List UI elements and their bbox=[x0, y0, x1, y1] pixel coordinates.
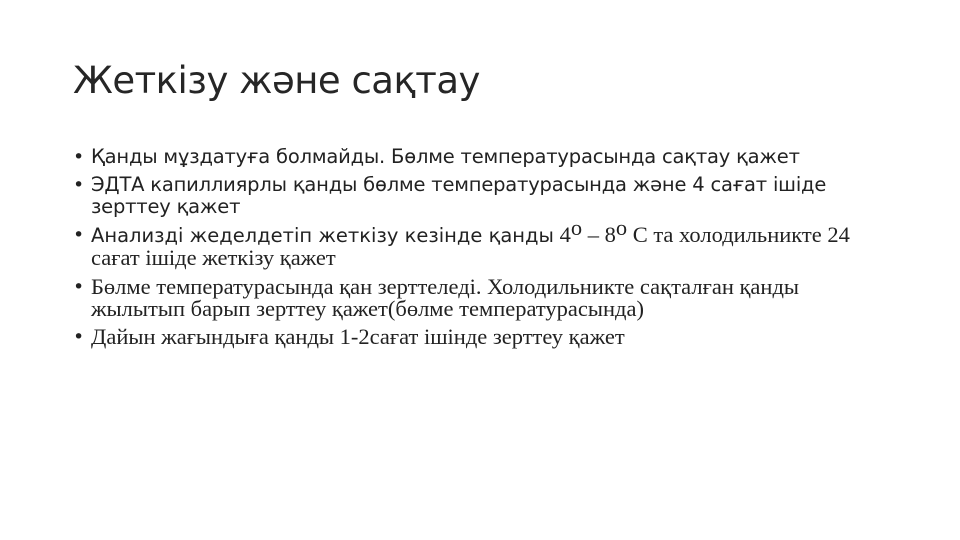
bullet-item-1 bbox=[73, 146, 893, 168]
bullet-marker: • bbox=[73, 146, 85, 168]
degree-mark-high: о bbox=[615, 215, 628, 240]
bullet-text-3-sans: Анализді жеделдетіп жеткізу кезінде қанды bbox=[91, 224, 554, 247]
bullet-text-2: ЭДТА капиллиярлы қанды бөлме температурасында және 4 сағат ішіде зерттеу қажет bbox=[91, 173, 827, 218]
bullet-marker: • bbox=[73, 224, 85, 246]
bullet-text-1: Қанды мұздатуға болмайды. Бөлме температурасында сақтау қажет bbox=[91, 145, 800, 168]
bullet-marker: • bbox=[73, 276, 85, 298]
temperature-low: 4 bbox=[553, 222, 571, 247]
bullet-marker: • bbox=[73, 326, 85, 348]
bullet-text-4: Бөлме температурасында қан зерттеледі. Холодильникте сақталған қанды жылытып барып зерттеу қажет(бөлме температурасында) bbox=[91, 274, 800, 321]
bullet-marker: • bbox=[73, 174, 85, 196]
bullet-item-5 bbox=[73, 326, 893, 348]
bullet-list bbox=[73, 146, 893, 354]
temperature-high: – 8 bbox=[582, 222, 616, 247]
bullet-item-3 bbox=[73, 215, 893, 270]
bullet-item-2 bbox=[73, 174, 893, 218]
bullet-text-5: Дайын жағындыға қанды 1-2сағат ішінде зерттеу қажет bbox=[91, 324, 625, 349]
slide-title: Жеткізу және сақтау bbox=[73, 59, 480, 102]
degree-mark-low: о bbox=[570, 215, 583, 240]
bullet-text-3-serif: С та холодильникте 24 сағат ішіде жеткізу қажет bbox=[91, 222, 850, 270]
bullet-item-4 bbox=[73, 276, 893, 320]
